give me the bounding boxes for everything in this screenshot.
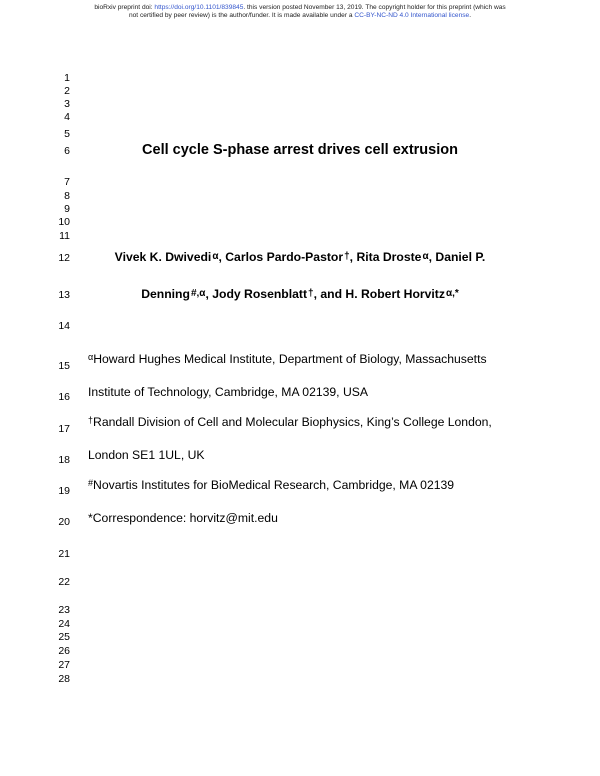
author-name: Vivek K. Dwivedi xyxy=(114,250,212,264)
affil-symbol: α xyxy=(88,352,94,362)
author-name: , Rita Droste xyxy=(349,250,422,264)
affiliation-dagger-line-1 xyxy=(88,415,492,429)
author-line-1 xyxy=(0,250,600,264)
line-number: 1 xyxy=(64,72,70,84)
line-number: 10 xyxy=(58,216,70,228)
affiliation-hash-line xyxy=(88,478,454,492)
line-number: 4 xyxy=(64,111,70,123)
line-number: 23 xyxy=(58,604,70,616)
author-name: Denning xyxy=(141,287,190,301)
line-number: 28 xyxy=(58,673,70,685)
line-number: 7 xyxy=(64,176,70,188)
line-number: 19 xyxy=(58,485,70,497)
line-number: 14 xyxy=(58,320,70,332)
author-affil-mark: α,* xyxy=(445,288,459,299)
line-number: 22 xyxy=(58,576,70,588)
line-number: 18 xyxy=(58,454,70,466)
preprint-header xyxy=(0,4,600,20)
author-name: , Jody Rosenblatt xyxy=(205,287,308,301)
author-affil-mark: α xyxy=(212,251,219,262)
line-number: 2 xyxy=(64,85,70,97)
author-name: , Daniel P. xyxy=(428,250,486,264)
line-number: 27 xyxy=(58,659,70,671)
line-number: 12 xyxy=(58,252,70,264)
line-number: 11 xyxy=(59,230,70,242)
line-number: 6 xyxy=(64,145,70,157)
header-end: . xyxy=(469,12,472,19)
line-number: 8 xyxy=(64,190,70,202)
header-line-1 xyxy=(0,4,600,12)
affil-text: Randall Division of Cell and Molecular Biophysics, King’s College London, xyxy=(93,415,492,429)
line-number: 5 xyxy=(64,128,70,140)
author-affil-mark: † xyxy=(344,251,350,262)
line-number: 13 xyxy=(58,289,70,301)
author-affil-mark: #,α xyxy=(190,288,206,299)
line-number: 26 xyxy=(58,645,70,657)
doi-link[interactable]: https://doi.org/10.1101/839845 xyxy=(154,4,244,11)
header-prefix: bioRxiv preprint doi: xyxy=(94,4,155,11)
header-mid: . this version posted November 13, 2019. The copyright holder for this preprint (which was xyxy=(243,4,506,11)
header-line2-text: not certified by peer review) is the author/funder. It is made available under a xyxy=(128,12,355,19)
affiliation-alpha-line-1 xyxy=(88,352,487,366)
line-number: 3 xyxy=(64,98,70,110)
line-number: 25 xyxy=(58,631,70,643)
line-number: 21 xyxy=(58,548,70,560)
header-line-2 xyxy=(0,12,600,20)
line-number: 9 xyxy=(64,203,70,215)
affiliation-dagger-line-2: London SE1 1UL, UK xyxy=(88,448,205,462)
line-number: 24 xyxy=(58,618,70,630)
author-name: , Carlos Pardo-Pastor xyxy=(218,250,344,264)
affiliation-alpha-line-2: Institute of Technology, Cambridge, MA 02139, USA xyxy=(88,385,369,399)
author-name: , and H. Robert Horvitz xyxy=(313,287,445,301)
author-affil-mark: α xyxy=(422,251,429,262)
paper-title: Cell cycle S-phase arrest drives cell extrusion xyxy=(142,142,458,158)
correspondence-line: *Correspondence: horvitz@mit.edu xyxy=(88,511,278,525)
affil-text: Novartis Institutes for BioMedical Research, Cambridge, MA 02139 xyxy=(93,478,455,492)
affil-symbol: † xyxy=(88,415,94,425)
author-affil-mark: † xyxy=(308,288,314,299)
line-number: 16 xyxy=(58,391,70,403)
license-link[interactable]: CC-BY-NC-ND 4.0 International license xyxy=(354,12,470,19)
line-number: 15 xyxy=(58,360,70,372)
line-number: 17 xyxy=(58,423,70,435)
author-line-2 xyxy=(0,287,600,301)
affil-text: Howard Hughes Medical Institute, Department of Biology, Massachusetts xyxy=(93,352,487,366)
line-number: 20 xyxy=(58,516,70,528)
affil-symbol: # xyxy=(88,478,94,488)
